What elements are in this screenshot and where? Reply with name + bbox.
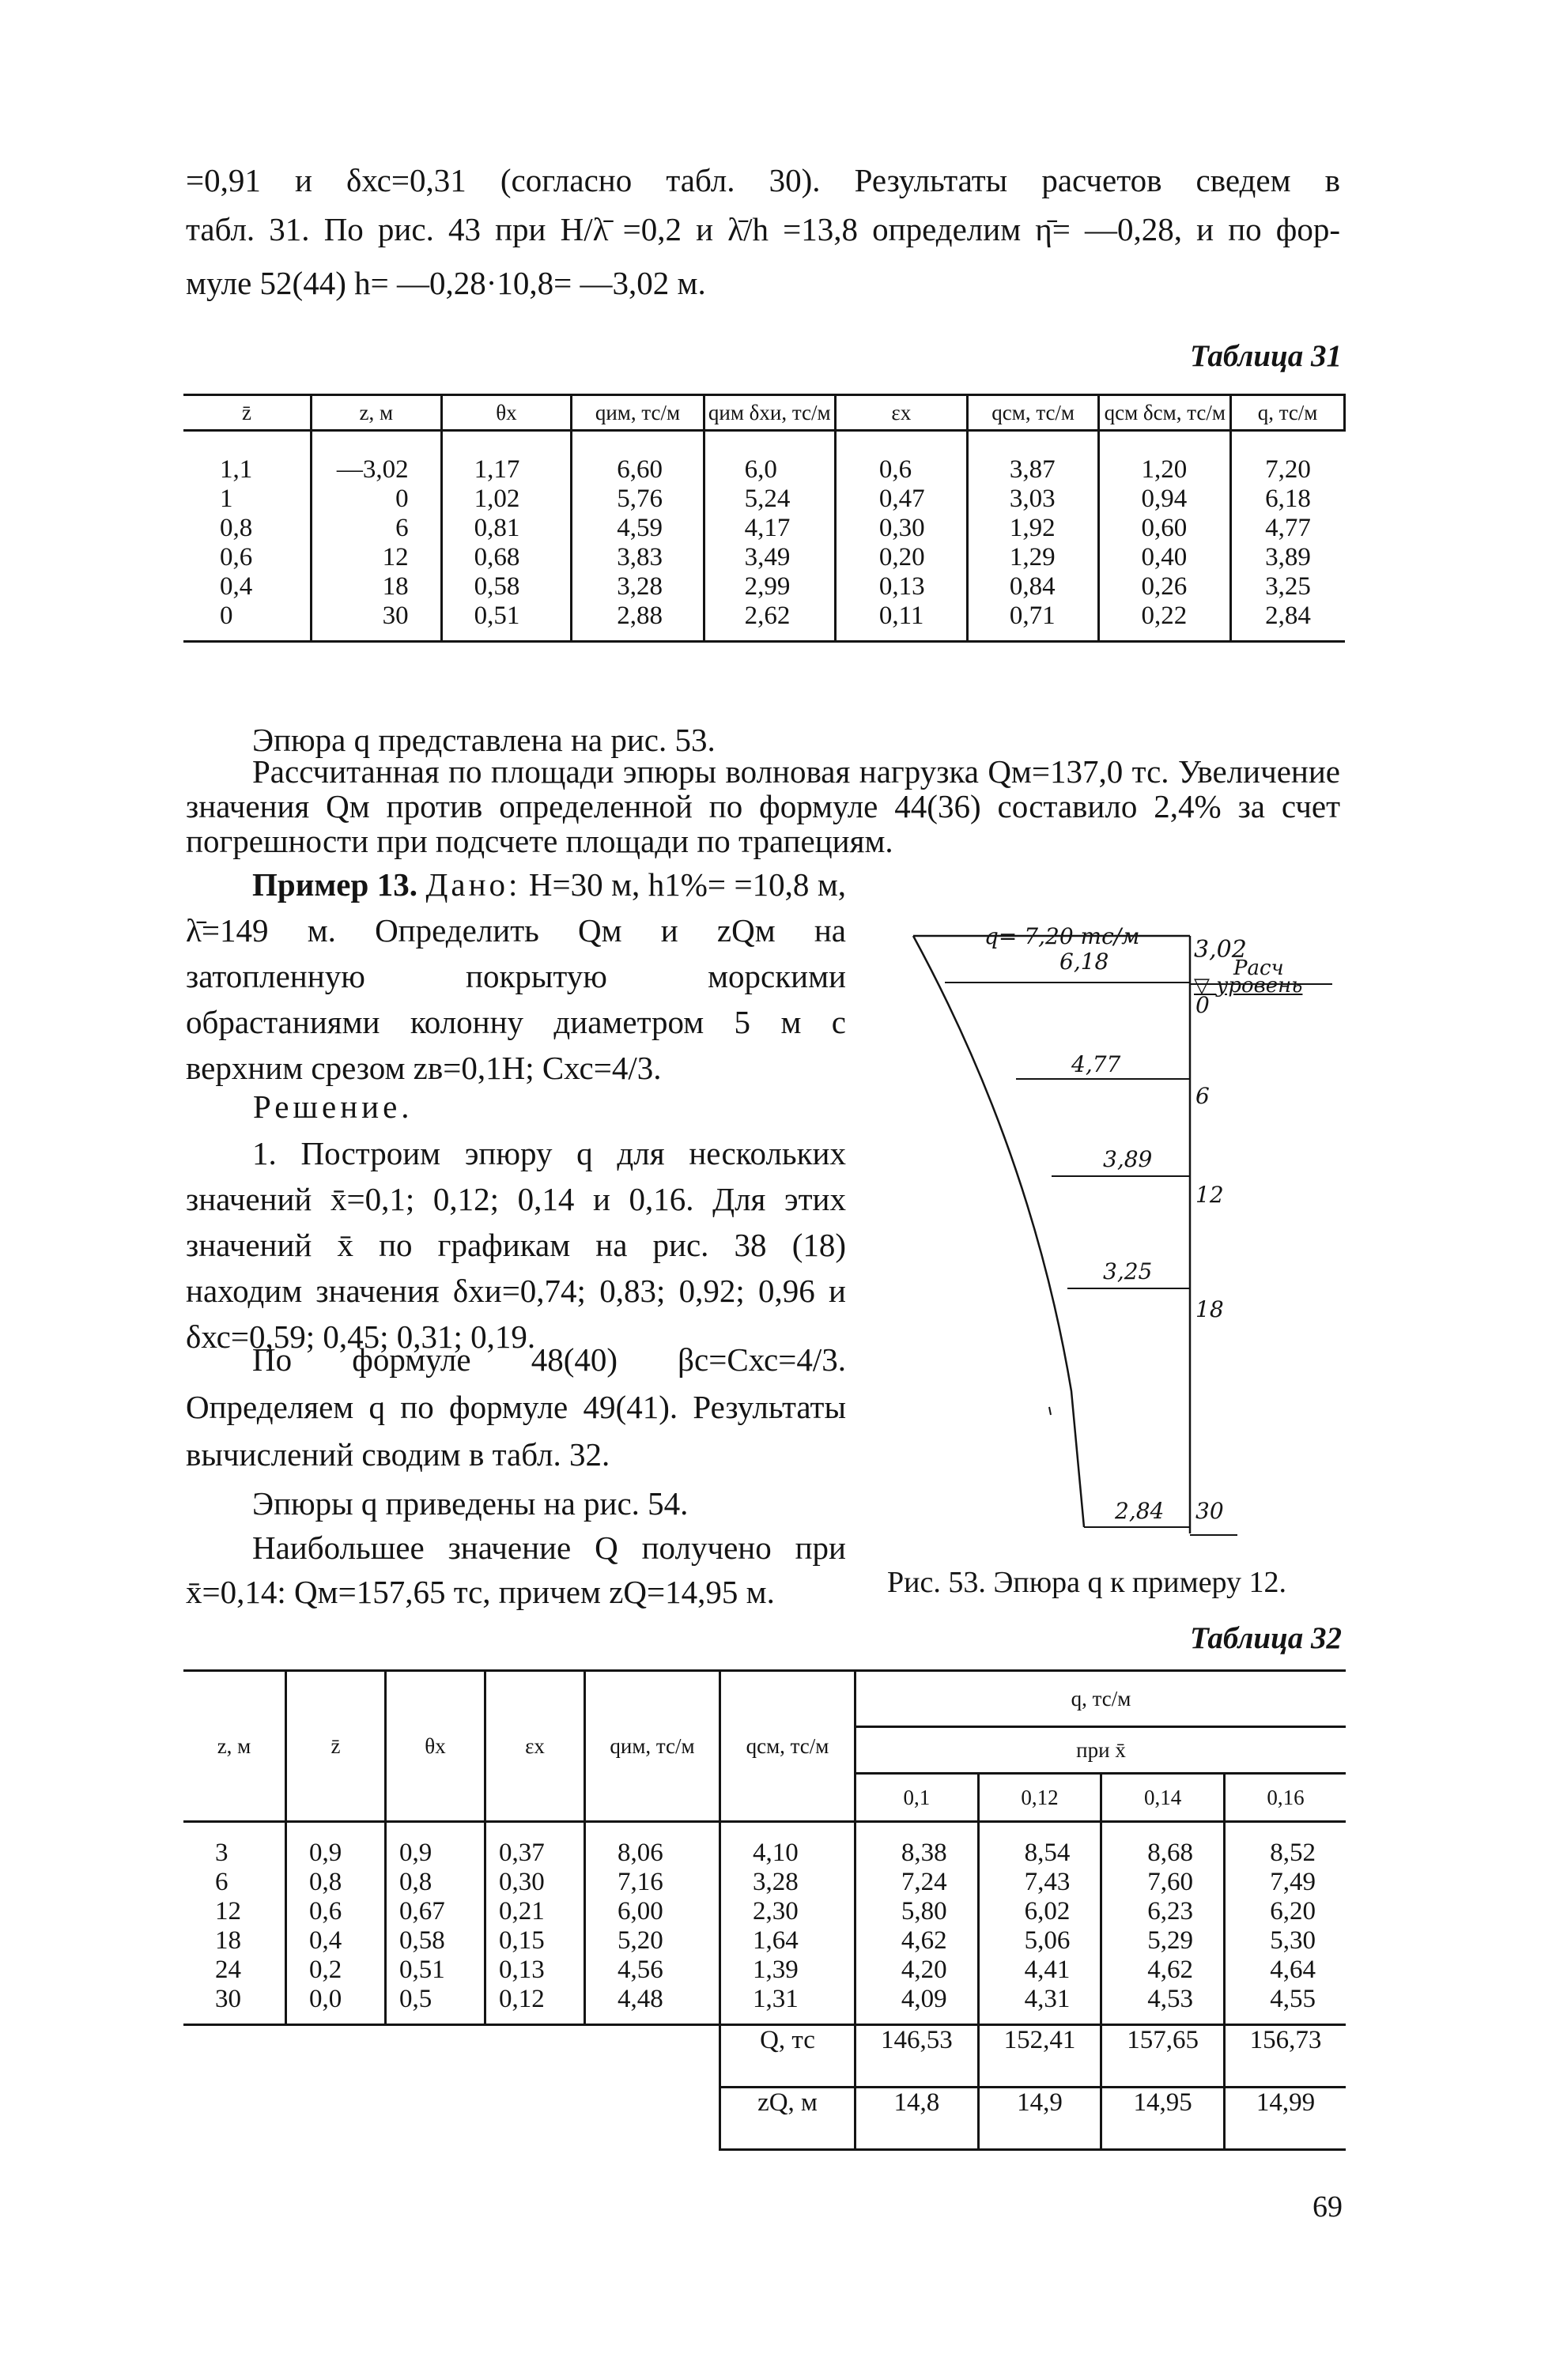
table-32-caption: Таблица 32 [1190,1621,1343,1655]
solution-epures: Эпюры q приведены на рис. 54. [252,1485,689,1522]
fig53-q-label: 4,77 [1071,1051,1121,1077]
page-number: 69 [1312,2190,1343,2223]
t32-zQ-value: 14,8 [855,2088,979,2150]
solution-formula: По формуле 48(40) βс=Cхс=4/3. Определяем q по формуле 49(41). Результаты вычислений сводим в табл. 32. [186,1341,846,1473]
fig53-q-label: 6,18 [1059,949,1109,975]
t32-x-value: 0,16 [1225,1774,1346,1822]
fig53-water-text-2-label: уровень [1216,974,1303,998]
t32-col-x3: 8,68 7,60 6,23 5,29 4,62 4,53 [1101,1822,1225,2025]
t31-header: z, м [311,395,441,431]
t32-col-zbar: 0,9 0,8 0,6 0,4 0,2 0,0 [286,1822,386,2025]
t32-Q-value: 146,53 [855,2025,979,2088]
t32-Q-value: 152,41 [978,2025,1101,2088]
t32-col-x1: 8,38 7,24 5,80 4,62 4,20 4,09 [855,1822,979,2025]
t32-header: z̄ [286,1671,386,1822]
t32-header: εx [485,1671,585,1822]
t31-col-qim-dxi: 6,0 5,24 4,17 3,49 2,99 2,62 [704,431,835,642]
table-32 [183,1669,1346,2151]
example-13-given-text: H=30 м, h1%= =10,8 м, λ̄=149 м. Определить Qм и zQм на затопленную покрытую морскими обрастаниями колонну диаметром 5 м с верхним срезом zв=0,1H; Cхс=4/3. [186,866,847,1086]
table-31-caption: Таблица 31 [1190,339,1343,373]
t31-col-eps: 0,6 0,47 0,30 0,20 0,13 0,11 [835,431,967,642]
t32-header: z, м [183,1671,286,1822]
t31-header: z̄ [183,395,311,431]
t32-x-value: 0,1 [855,1774,979,1822]
t32-col-x2: 8,54 7,43 6,02 5,06 4,41 4,31 [978,1822,1101,2025]
t32-zQ-value: 14,9 [978,2088,1101,2150]
t32-x-value: 0,14 [1101,1774,1225,1822]
t31-col-qim: 6,60 5,76 4,59 3,83 3,28 2,88 [572,431,704,642]
figure-53-caption: Рис. 53. Эпюра q к примеру 12. [887,1566,1287,1599]
t31-header: q, тс/м [1231,395,1345,431]
fig53-water-text-1: Расч [1233,956,1284,980]
t31-col-theta: 1,17 1,02 0,81 0,68 0,58 0,51 [441,431,572,642]
t32-header-q: q, тс/м [855,1671,1346,1727]
t31-header: qим, тс/м [572,395,704,431]
fig53-depth-label: 12 [1195,1182,1224,1208]
t31-col-qsm-dsm: 1,20 0,94 0,60 0,40 0,26 0,22 [1099,431,1231,642]
fig53-top-label: q= 7,20 тс/м [984,923,1140,949]
intro-line-1: =0,91 и δхс=0,31 (согласно табл. 30). Результаты расчетов сведем в [186,162,1340,198]
t32-Q-label: Q, тс [720,2025,855,2088]
table-31 [183,394,1346,643]
t31-col-zbar: 1,1 1 0,8 0,6 0,4 0 [183,431,311,642]
water-level-icon: ▽ [1194,974,1217,998]
t32-col-x4: 8,52 7,49 6,20 5,30 4,64 4,55 [1225,1822,1346,2025]
example-13-given [186,862,846,1091]
t31-header: θx [441,395,572,431]
t31-header: qсм, тс/м [967,395,1099,431]
solution-largest: Наибольшее значение Q получено при x̄=0,14: Qм=157,65 тс, причем zQ=14,95 м. [186,1529,846,1610]
t32-zQ-label: zQ, м [720,2088,855,2150]
t32-col-eps: 0,37 0,30 0,21 0,15 0,13 0,12 [485,1822,585,2025]
t32-Q-value: 157,65 [1101,2025,1225,2088]
t31-col-q: 7,20 6,18 4,77 3,89 3,25 2,84 [1231,431,1345,642]
t31-col-qsm: 3,87 3,03 1,92 1,29 0,84 0,71 [967,431,1099,642]
fig53-water-number: 3,02 [1194,936,1247,964]
fig53-depth-label: 30 [1195,1498,1224,1524]
t31-header: qсм δсм, тс/м [1099,395,1231,431]
solution-heading: Решение. [253,1088,414,1125]
fig53-q-label: 3,25 [1103,1258,1153,1284]
intro-line-3: муле 52(44) h= —0,28·10,8= —3,02 м. [186,265,706,301]
fig53-q-label: 3,89 [1103,1146,1153,1172]
fig53-depth-label: 6 [1195,1083,1210,1109]
t32-blank-cell [183,2088,720,2150]
t32-header: qим, тс/м [585,1671,720,1822]
example-13-heading: Пример 13. [252,866,417,903]
figure-53-epure [905,917,1348,1541]
fig53-depth-label: 18 [1195,1296,1224,1322]
t32-col-theta: 0,9 0,8 0,67 0,58 0,51 0,5 [386,1822,485,2025]
t32-zQ-value: 14,99 [1225,2088,1346,2150]
t32-col-qsm: 4,10 3,28 2,30 1,64 1,39 1,31 [720,1822,855,2025]
t32-zQ-value: 14,95 [1101,2088,1225,2150]
t32-x-value: 0,12 [978,1774,1101,1822]
t32-Q-value: 156,73 [1225,2025,1346,2088]
intro-line-2: табл. 31. По рис. 43 при H/λ̄ =0,2 и λ̄/h =13,8 определим η̄= —0,28, и по фор- [186,211,1340,247]
t31-header: qим δхи, тс/м [704,395,835,431]
fig53-depth-label: 0 [1195,992,1210,1018]
fig53-q-label: 2,84 [1115,1498,1165,1524]
t32-header-at-x: при x̄ [855,1727,1346,1774]
fig53-water-text-2 [1194,974,1302,998]
t32-col-qim: 8,06 7,16 6,00 5,20 4,56 4,48 [585,1822,720,2025]
t32-blank-cell [183,2025,720,2088]
t32-header: qсм, тс/м [720,1671,855,1822]
paragraph-epure: Эпюра q представлена на рис. 53. [252,722,716,758]
t32-col-z: 3 6 12 18 24 30 [183,1822,286,2025]
paragraph-load: Рассчитанная по площади эпюры волновая нагрузка Qм=137,0 тс. Увеличение значения Qм против определенной по формуле 44(36) составило 2,4% за счет погрешности при подсчете площади по трапециям. [186,753,1340,859]
t32-header: θx [386,1671,485,1822]
t31-header: εx [835,395,967,431]
solution-step-1: 1. Построим эпюру q для нескольких значений x̄=0,1; 0,12; 0,14 и 0,16. Для этих значений x̄ по графикам на рис. 38 (18) находим значения δхи=0,74; 0,83; 0,92; 0,96 и δхс=0,59; 0,45; 0,31; 0,19. [186,1135,846,1355]
example-13-given-label: Дано: [425,866,521,903]
t31-col-z: —3,02 0 6 12 18 30 [311,431,441,642]
